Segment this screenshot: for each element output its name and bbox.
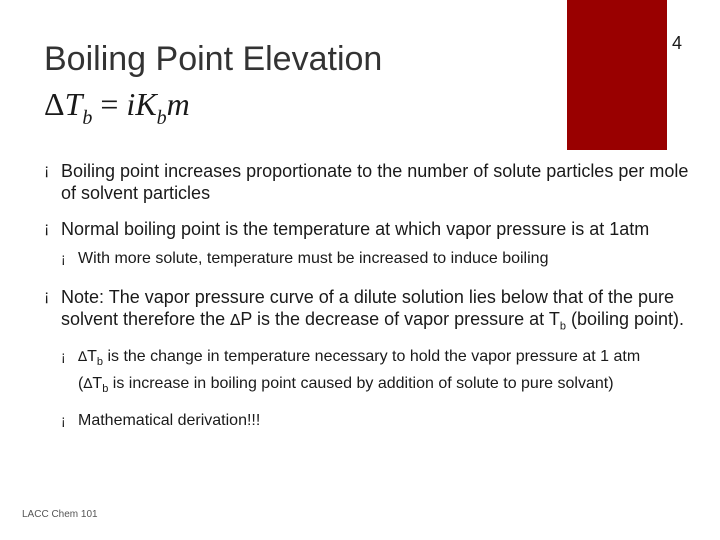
formula-T-subscript: b — [82, 107, 93, 129]
boiling-point-formula — [44, 86, 190, 129]
formula-equals: = — [92, 86, 127, 122]
bullet-3 — [44, 286, 694, 338]
bullet-2-1 — [61, 248, 674, 269]
bullet-marker: ¡ — [44, 220, 50, 237]
delta-symbol: ∆ — [83, 375, 93, 392]
formula-m: m — [166, 86, 190, 122]
bullet-3-1-text-d: is increase in boiling point caused by addition of solute to pure solvant) — [108, 374, 614, 392]
bullet-3-text-b: P is the decrease of vapor pressure at T — [240, 309, 560, 329]
formula-K: K — [135, 86, 157, 122]
subscript-b: b — [102, 382, 109, 395]
bullet-3-text-c: (boiling point). — [565, 309, 685, 329]
corner-accent-block — [567, 0, 667, 150]
delta-symbol: ∆ — [230, 311, 241, 329]
formula-i: i — [126, 86, 136, 122]
slide-number: 4 — [672, 33, 683, 53]
delta-symbol: ∆ — [78, 348, 88, 365]
bullet-2 — [44, 218, 694, 240]
bullet-marker: ¡ — [44, 288, 50, 305]
bullet-1-text: Boiling point increases proportionate to the number of solute particles per mole of solvent particles — [61, 161, 689, 203]
bullet-3-1-text-c: T — [92, 374, 103, 392]
bullet-3-2 — [61, 410, 674, 431]
subscript-b: b — [96, 355, 103, 368]
bullet-3-1-text-a: T — [87, 347, 97, 365]
slide-footer: LACC Chem 101 — [22, 509, 98, 520]
bullet-3-1-text-b: is the change in temperature necessary to hold the vapor pressure at 1 atm ( — [78, 347, 641, 392]
subscript-b: b — [559, 320, 566, 333]
slide-body — [44, 160, 694, 442]
bullet-3-2-text: Mathematical derivation!!! — [78, 411, 261, 429]
formula-delta: Δ — [44, 86, 65, 122]
bullet-marker: ¡ — [44, 162, 50, 179]
bullet-2-text: Normal boiling point is the temperature at which vapor pressure is at 1atm — [61, 219, 650, 239]
bullet-1 — [44, 160, 694, 204]
bullet-marker: ¡ — [61, 250, 66, 266]
formula-K-subscript: b — [156, 107, 167, 129]
bullet-3-1 — [61, 346, 674, 400]
bullet-3-text-a: Note: The vapor pressure curve of a dilute solution lies below that of the pure solvent therefore the — [61, 287, 675, 329]
bullet-marker: ¡ — [61, 347, 66, 364]
bullet-marker: ¡ — [61, 411, 66, 428]
bullet-2-1-text: With more solute, temperature must be increased to induce boiling — [78, 250, 549, 267]
formula-T: T — [64, 86, 83, 122]
slide-title: Boiling Point Elevation — [44, 40, 383, 78]
